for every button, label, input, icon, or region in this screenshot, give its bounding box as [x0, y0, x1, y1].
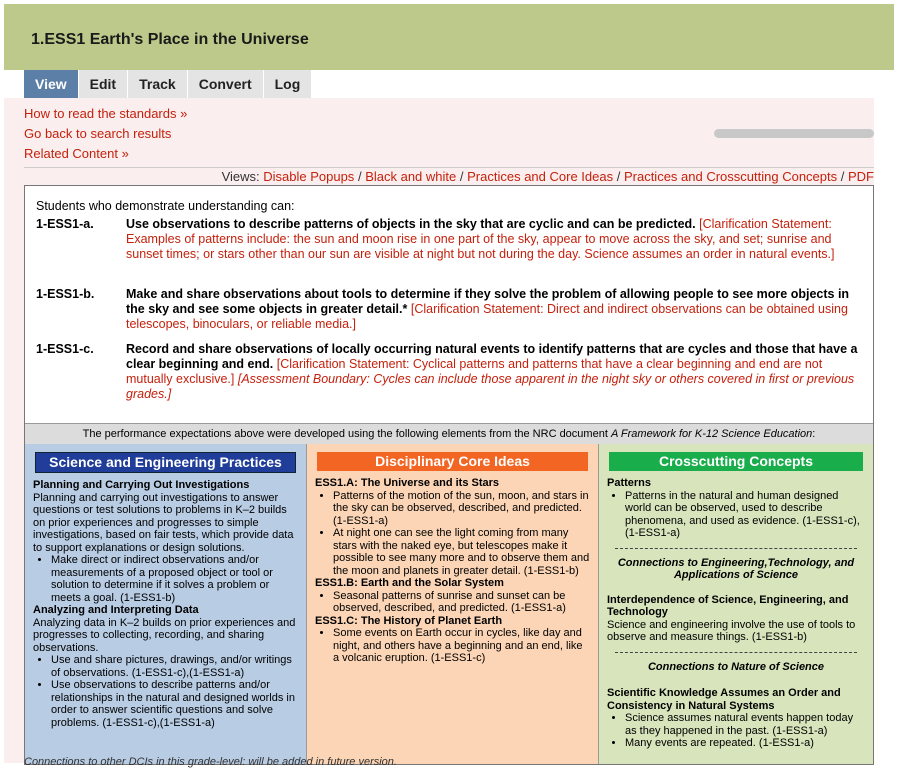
core-ideas-column	[307, 444, 599, 764]
tab-log[interactable]: Log	[264, 70, 313, 98]
bullet-list	[315, 627, 590, 665]
tab-edit[interactable]: Edit	[79, 70, 128, 98]
separator: /	[459, 169, 464, 184]
practices-crosscutting-link[interactable]: Practices and Crosscutting Concepts	[623, 169, 838, 184]
practices-column	[25, 444, 307, 764]
section-title: Planning and Carrying Out Investigations	[33, 479, 250, 491]
bullet-list	[607, 712, 865, 750]
top-links	[24, 106, 187, 166]
pdf-link[interactable]: PDF	[848, 169, 874, 184]
section-title: ESS1.C: The History of Planet Earth	[315, 614, 503, 627]
framework-end: :	[812, 428, 816, 440]
performance-expectation	[36, 342, 866, 402]
pe-text: Make and share observations about tools to determine if they solve the problem of allowing people to see more objects in the sky and see some objects in greater detail.*	[126, 287, 850, 316]
disable-popups-link[interactable]: Disable Popups	[263, 169, 355, 184]
section-title: Patterns	[607, 477, 652, 489]
separator: /	[616, 169, 621, 184]
list-item: • Many events are repeated. (1-ESS1-a)	[625, 737, 865, 750]
list-item: • At night one can see the light coming from many stars with the naked eye, but telescopes make it possible to see many more and to observe them and the moon and planets in greater detail. (1-ESS1-b)	[333, 527, 590, 577]
standard-box	[24, 185, 874, 765]
clarification-statement: [Clarification Statement: Cyclical patterns and patterns that have a clear beginning and end are not mutually exclusive.]	[126, 357, 823, 386]
list-item: • Some events on Earth occur in cycles, like day and night, and others have a beginning and an end, like a volcanic eruption. (1-ESS1-c)	[333, 627, 590, 665]
pe-text: Record and share observations of locally occurring natural events to identify patterns that are cycles and those that have a clear beginning and end.	[126, 342, 858, 371]
separator: /	[840, 169, 845, 184]
views-label: Views:	[221, 169, 260, 184]
dashed-divider	[615, 548, 857, 549]
content-panel	[4, 98, 874, 763]
connections-heading: Connections to Nature of Science	[647, 660, 825, 673]
tab-track[interactable]: Track	[128, 70, 188, 98]
bullet-list	[33, 554, 298, 604]
pe-code: 1-ESS1-a.	[36, 217, 94, 231]
bullet-list	[315, 490, 590, 578]
tab-view[interactable]: View	[24, 70, 79, 98]
section-title: Interdependence of Science, Engineering, and Technology	[607, 593, 849, 618]
pe-text: Use observations to describe patterns of objects in the sky that are cyclic and can be predicted.	[126, 217, 696, 231]
bullet-list	[607, 490, 865, 540]
section-title: ESS1.B: Earth and the Solar System	[315, 577, 504, 589]
footer-note: Connections to other DCIs in this grade-level: will be added in future version.	[24, 756, 397, 768]
page-title: 1.ESS1 Earth's Place in the Universe	[31, 31, 309, 48]
black-white-link[interactable]: Black and white	[365, 169, 457, 184]
dashed-divider	[615, 652, 857, 653]
list-item: • Patterns of the motion of the sun, moon, and stars in the sky can be observed, described, and predicted. (1-ESS1-a)	[333, 490, 590, 528]
practices-core-link[interactable]: Practices and Core Ideas	[467, 169, 614, 184]
framework-doc-title: A Framework for K-12 Science Education	[610, 428, 813, 440]
pe-code: 1-ESS1-b.	[36, 287, 95, 301]
tab-convert[interactable]: Convert	[188, 70, 264, 98]
intro-text: Students who demonstrate understanding can:	[36, 199, 295, 213]
clarification-statement: [Clarification Statement: Examples of patterns include: the sun and moon rise in one part of the sky, appear to move across the sky, and set; sunrise and sunset times; or stars other than our sun are visible at night but not during the day. Science assumes an order in natural events.]	[126, 217, 835, 261]
list-item: • Patterns in the natural and human designed world can be observed, used to describe phenomena, and used as evidence. (1-ESS1-c),(1-ESS1-a)	[625, 490, 865, 540]
section-body: Planning and carrying out investigations to answer questions or test solutions to problems in K–2 builds on prior experiences and progresses to simple investigations, based on fair tests, which provide data to support explanations or design solutions.	[33, 491, 294, 554]
section-title: Scientific Knowledge Assumes an Order and Consistency in Natural Systems	[607, 687, 841, 712]
core-ideas-heading: Disciplinary Core Ideas	[317, 452, 588, 471]
loading-bar	[714, 129, 874, 138]
list-item: • Use and share pictures, drawings, and/or writings of observations. (1-ESS1-c),(1-ESS1-a)	[51, 654, 298, 679]
connections-heading: Connections to Engineering,Technology, and Applications of Science	[617, 556, 855, 581]
performance-expectation	[36, 287, 866, 332]
section-title: Analyzing and Interpreting Data	[33, 604, 199, 616]
section-title: ESS1.A: The Universe and its Stars	[315, 477, 500, 489]
separator: /	[357, 169, 362, 184]
back-to-search-link[interactable]: Go back to search results	[24, 126, 172, 141]
list-item: • Make direct or indirect observations and/or measurements of a proposed object or tool or solution to determine if it solves a problem or meets a goal. (1-ESS1-b)	[51, 554, 298, 604]
section-body: Science and engineering involve the use of tools to observe and measure things. (1-ESS1-b)	[607, 618, 856, 643]
practices-heading: Science and Engineering Practices	[35, 452, 296, 473]
crosscutting-column	[599, 444, 873, 764]
related-content-link[interactable]: Related Content »	[24, 146, 129, 161]
clarification-statement: [Clarification Statement: Direct and indirect observations can be obtained using telescopes, binoculars, or reliable media.]	[126, 302, 848, 331]
tab-bar	[24, 70, 312, 98]
list-item: • Science assumes natural events happen today as they happened in the past. (1-ESS1-a)	[625, 712, 865, 737]
list-item: • Seasonal patterns of sunrise and sunset can be observed, described, and predicted. (1-ESS1-a)	[333, 590, 590, 615]
pe-code: 1-ESS1-c.	[36, 342, 94, 356]
section-body: Analyzing data in K–2 builds on prior experiences and progresses to collecting, recording, and sharing observations.	[33, 616, 296, 654]
assessment-boundary: [Assessment Boundary: Cycles can include those apparent in the night sky or others covered in first or previous grades.]	[126, 372, 855, 401]
framework-text: The performance expectations above were developed using the following elements from the NRC document	[82, 428, 611, 440]
page-banner	[4, 4, 894, 70]
views-bar	[24, 167, 874, 184]
bullet-list	[33, 654, 298, 729]
read-standards-link[interactable]: How to read the standards »	[24, 106, 188, 121]
crosscutting-heading: Crosscutting Concepts	[609, 452, 863, 471]
list-item: • Use observations to describe patterns and/or relationships in the natural and designed worlds in order to answer scientific questions and solve problems. (1-ESS1-c),(1-ESS1-a)	[51, 679, 298, 729]
performance-expectation	[36, 217, 866, 262]
framework-note	[25, 423, 873, 445]
bullet-list	[315, 590, 590, 615]
